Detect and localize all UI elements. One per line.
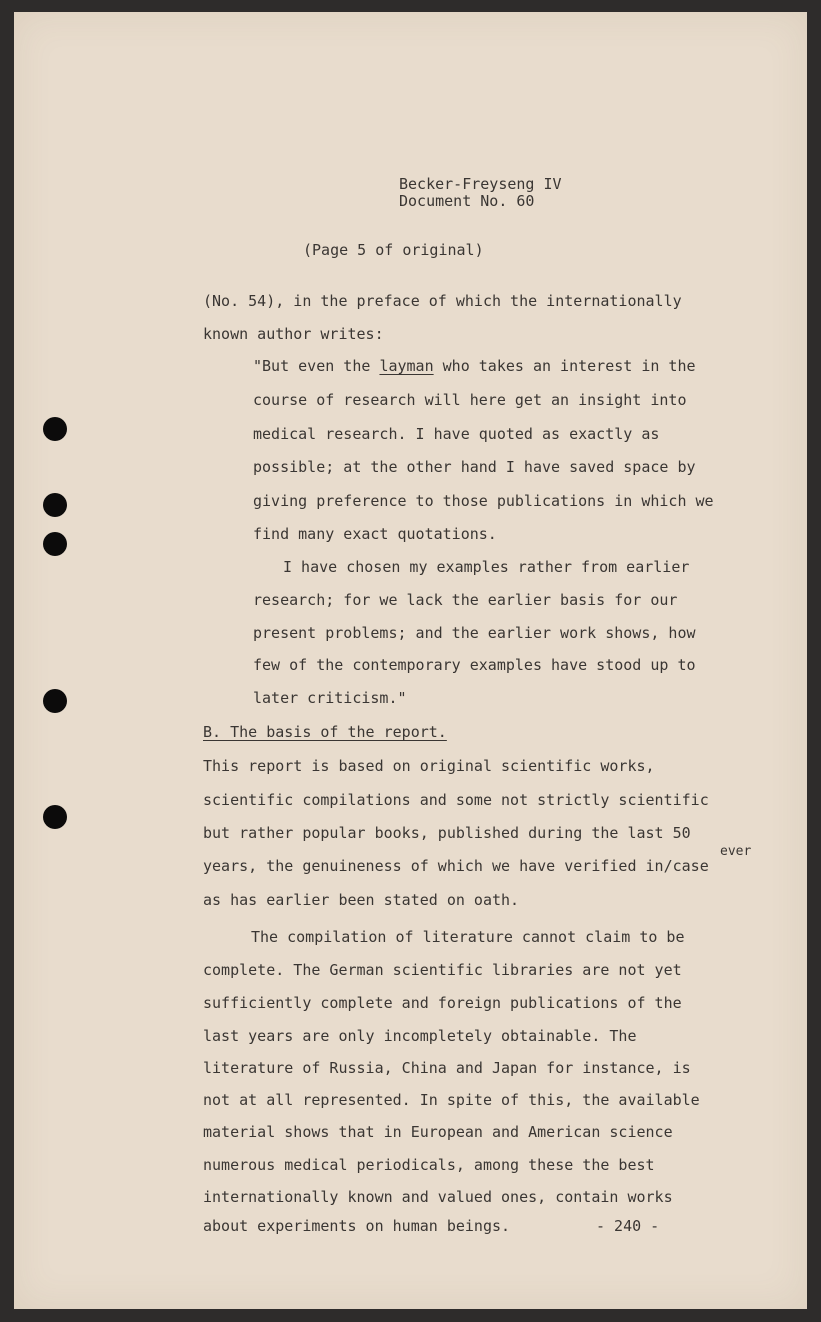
quote-text: "But even the [253,357,380,375]
body-line: The compilation of literature cannot claim to be [251,928,685,946]
body-line: but rather popular books, published during the last 50 [203,824,691,842]
quote-line: find many exact quotations. [253,525,497,543]
punch-hole [43,417,67,441]
quote-line: I have chosen my examples rather from earlier [283,558,690,576]
document-header-line1: Becker-Freyseng IV [399,175,562,193]
body-line: about experiments on human beings. [203,1217,511,1235]
body-line: last years are only incompletely obtainable. The [203,1027,637,1045]
intro-line: known author writes: [203,325,384,343]
quote-line [253,359,696,374]
handwritten-insertion: ever [720,844,752,859]
document-header-line2: Document No. 60 [399,192,535,210]
body-line: not at all represented. In spite of this, the available [203,1091,700,1109]
quote-line: few of the contemporary examples have stood up to [253,656,696,674]
body-line: internationally known and valued ones, contain works [203,1188,673,1206]
quote-line: medical research. I have quoted as exactly as [253,425,660,443]
punch-hole [43,805,67,829]
body-line: This report is based on original scientific works, [203,757,655,775]
section-heading: B. The basis of the report. [203,723,447,741]
page-reference: (Page 5 of original) [303,241,484,259]
quote-line: giving preference to those publications in which we [253,492,714,510]
quote-line: course of research will here get an insight into [253,391,687,409]
underlined-word: layman [379,357,434,375]
page-number: - 240 - [596,1217,660,1235]
intro-line: (No. 54), in the preface of which the internationally [203,292,682,310]
quote-line: present problems; and the earlier work shows, how [253,624,696,642]
body-line: as has earlier been stated on oath. [203,891,520,909]
body-line: scientific compilations and some not strictly scientific [203,791,709,809]
quote-line: possible; at the other hand I have saved space by [253,458,696,476]
body-line: literature of Russia, China and Japan for instance, is [203,1059,691,1077]
body-line: numerous medical periodicals, among these the best [203,1156,655,1174]
punch-hole [43,689,67,713]
quote-text: who takes an interest in the [433,357,696,375]
body-line: material shows that in European and American science [203,1123,673,1141]
body-line: complete. The German scientific libraries are not yet [203,961,682,979]
body-line: years, the genuineness of which we have verified in/case [203,857,709,875]
punch-hole [43,493,67,517]
body-line: sufficiently complete and foreign publications of the [203,994,682,1012]
quote-line: research; for we lack the earlier basis for our [253,591,678,609]
quote-line: later criticism." [253,689,407,707]
punch-hole [43,532,67,556]
document-page [14,12,807,1309]
